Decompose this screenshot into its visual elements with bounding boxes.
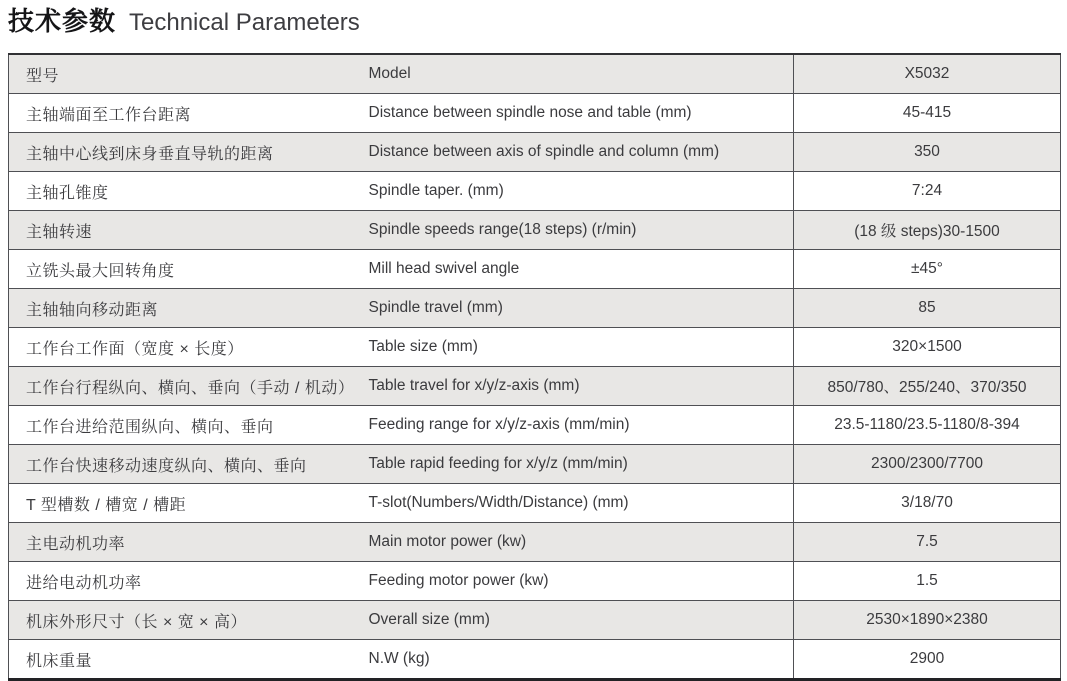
param-label-en: Distance between spindle nose and table (mm): [361, 94, 794, 133]
table-row: [9, 54, 1061, 94]
page-title: [8, 4, 360, 43]
param-label-en: Spindle travel (mm): [361, 289, 794, 328]
table-row: [9, 133, 1061, 172]
table-row: [9, 94, 1061, 133]
param-value: 7.5: [794, 523, 1061, 562]
param-label-en: Overall size (mm): [361, 601, 794, 640]
table-row: [9, 172, 1061, 211]
param-label-zh: 主轴端面至工作台距离: [9, 94, 361, 133]
param-label-zh: 主轴轴向移动距离: [9, 289, 361, 328]
table-row: [9, 445, 1061, 484]
param-label-en: Feeding range for x/y/z-axis (mm/min): [361, 406, 794, 445]
param-value: 350: [794, 133, 1061, 172]
table-row: [9, 406, 1061, 445]
table-row: [9, 640, 1061, 680]
table-row: [9, 484, 1061, 523]
param-label-en: Mill head swivel angle: [361, 250, 794, 289]
table-row: [9, 601, 1061, 640]
param-label-zh: 主轴孔锥度: [9, 172, 361, 211]
param-value: 23.5-1180/23.5-1180/8-394: [794, 406, 1061, 445]
param-value: 850/780、255/240、370/350: [794, 367, 1061, 406]
param-value: (18 级 steps)30-1500: [794, 211, 1061, 250]
param-label-zh: 主轴中心线到床身垂直导轨的距离: [9, 133, 361, 172]
param-label-en: Spindle speeds range(18 steps) (r/min): [361, 211, 794, 250]
param-value: 1.5: [794, 562, 1061, 601]
table-row: [9, 328, 1061, 367]
param-value: 45-415: [794, 94, 1061, 133]
technical-parameters-table: [8, 53, 1061, 681]
param-label-zh: T 型槽数 / 槽宽 / 槽距: [9, 484, 361, 523]
table-row: [9, 289, 1061, 328]
param-label-en: Feeding motor power (kw): [361, 562, 794, 601]
param-label-zh: 机床重量: [9, 640, 361, 680]
param-label-zh: 工作台进给范围纵向、横向、垂向: [9, 406, 361, 445]
param-value: 2300/2300/7700: [794, 445, 1061, 484]
param-label-zh: 进给电动机功率: [9, 562, 361, 601]
param-label-zh: 工作台快速移动速度纵向、横向、垂向: [9, 445, 361, 484]
table-row: [9, 562, 1061, 601]
param-label-zh: 立铣头最大回转角度: [9, 250, 361, 289]
param-value: ±45°: [794, 250, 1061, 289]
param-label-en: Model: [361, 54, 794, 94]
param-label-zh: 主轴转速: [9, 211, 361, 250]
param-label-en: Main motor power (kw): [361, 523, 794, 562]
param-label-en: T-slot(Numbers/Width/Distance) (mm): [361, 484, 794, 523]
param-value: 2900: [794, 640, 1061, 680]
param-label-en: Distance between axis of spindle and column (mm): [361, 133, 794, 172]
param-label-en: Table size (mm): [361, 328, 794, 367]
param-value: 3/18/70: [794, 484, 1061, 523]
param-label-zh: 机床外形尺寸（长 × 宽 × 高）: [9, 601, 361, 640]
param-label-zh: 主电动机功率: [9, 523, 361, 562]
table-row: [9, 250, 1061, 289]
param-label-zh: 工作台行程纵向、横向、垂向（手动 / 机动）: [9, 367, 361, 406]
table-row: [9, 211, 1061, 250]
param-value: 85: [794, 289, 1061, 328]
param-label-zh: 型号: [9, 54, 361, 94]
param-label-en: Table travel for x/y/z-axis (mm): [361, 367, 794, 406]
param-label-en: Table rapid feeding for x/y/z (mm/min): [361, 445, 794, 484]
param-value: X5032: [794, 54, 1061, 94]
param-value: 2530×1890×2380: [794, 601, 1061, 640]
table-row: [9, 367, 1061, 406]
param-value: 320×1500: [794, 328, 1061, 367]
param-value: 7:24: [794, 172, 1061, 211]
table-row: [9, 523, 1061, 562]
param-label-en: N.W (kg): [361, 640, 794, 680]
table-body: [9, 54, 1061, 680]
page-title-zh: 技术参数: [8, 6, 117, 36]
page-title-en: Technical Parameters: [129, 9, 360, 36]
param-label-zh: 工作台工作面（宽度 × 长度）: [9, 328, 361, 367]
param-label-en: Spindle taper. (mm): [361, 172, 794, 211]
